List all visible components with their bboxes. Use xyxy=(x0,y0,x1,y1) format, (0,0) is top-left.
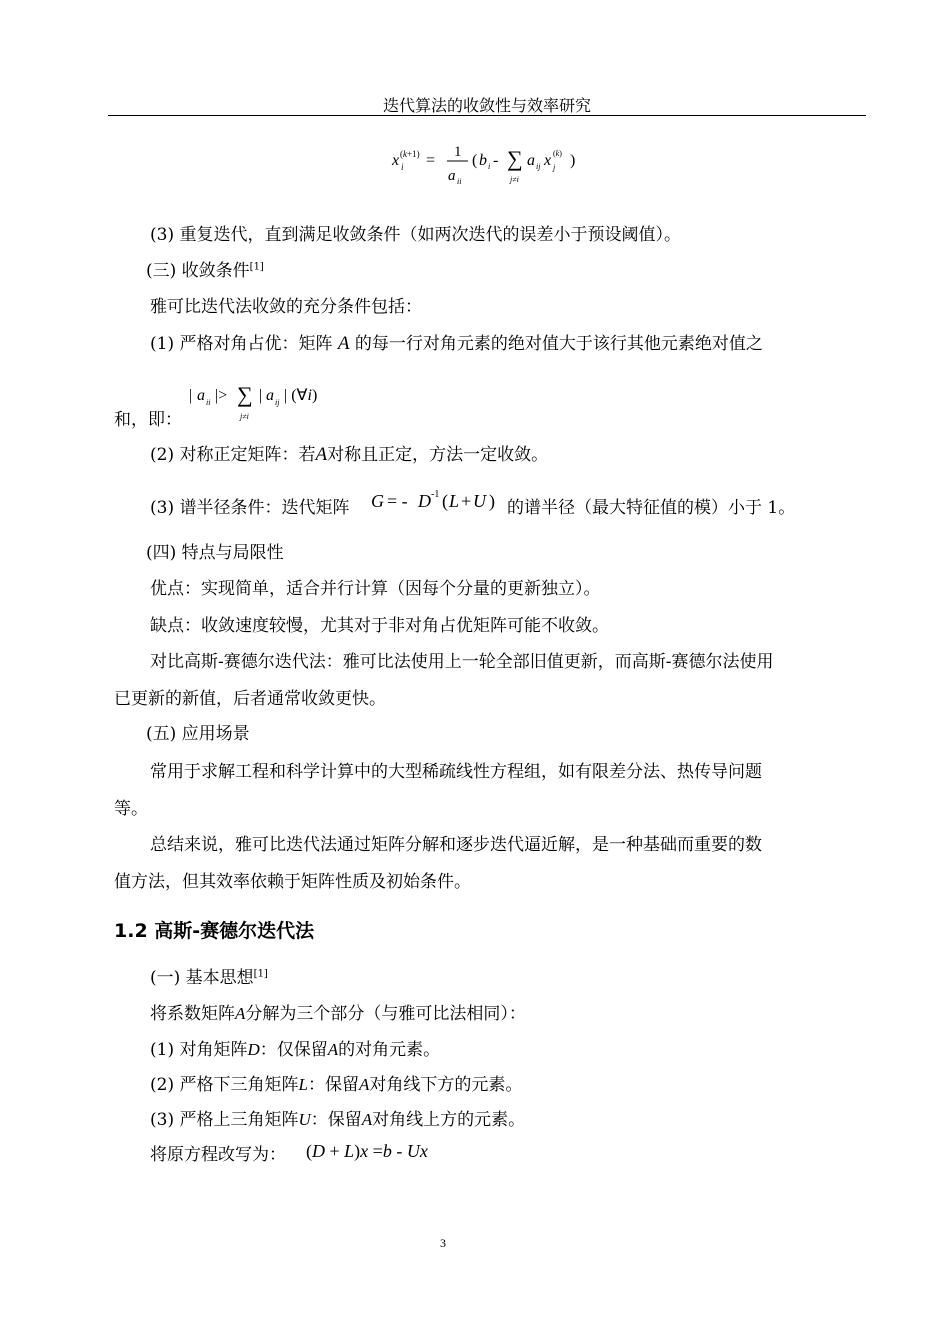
svg-text:ii: ii xyxy=(457,177,462,186)
svg-text:a: a xyxy=(197,387,205,404)
svg-text:D: D xyxy=(418,491,431,511)
svg-text:): ) xyxy=(489,491,495,511)
matrix-var-a: A xyxy=(235,1004,246,1023)
header-rule xyxy=(108,115,866,116)
condition-1-text: 的每一行对角元素的绝对值大于该行其他元素绝对值之 xyxy=(354,334,763,354)
svg-text:j: j xyxy=(553,163,556,172)
svg-text:G: G xyxy=(371,491,384,511)
applications-line-2: 等。 xyxy=(114,799,148,819)
item-2-text-a: ：保留 xyxy=(307,1075,359,1095)
svg-text:=: = xyxy=(426,152,436,169)
svg-text:ij: ij xyxy=(275,398,280,407)
iteration-matrix-formula xyxy=(369,486,507,518)
features-heading: (四) 特点与局限性 xyxy=(146,543,284,563)
condition-1-label: (1) 严格对角占优：矩阵 xyxy=(150,334,333,354)
item-1-label: (1) 对角矩阵 xyxy=(150,1040,248,1060)
decomposition-text-a: 将系数矩阵 xyxy=(150,1004,235,1024)
matrix-var-a: A xyxy=(327,1040,339,1059)
svg-text:= -: = - xyxy=(387,491,408,511)
matrix-var-d: D xyxy=(247,1040,260,1059)
diagonal-dominance-formula xyxy=(185,378,345,426)
citation: [1] xyxy=(249,261,264,273)
rewrite-intro: 将原方程改写为： xyxy=(150,1145,286,1165)
svg-text:+: + xyxy=(461,491,472,511)
basic-idea-heading xyxy=(150,966,268,990)
rewrite-equation xyxy=(304,1136,454,1166)
decomposition-item-2 xyxy=(150,1073,522,1097)
svg-text:∑: ∑ xyxy=(507,146,523,171)
basic-idea-heading-text: (一) 基本思想 xyxy=(150,968,254,988)
item-3-label: (3) 严格上三角矩阵 xyxy=(150,1110,299,1130)
matrix-var-a: A xyxy=(358,1075,370,1094)
svg-text:1: 1 xyxy=(454,144,462,160)
page-number: 3 xyxy=(440,1236,446,1250)
item-1-text-a: ：仅保留 xyxy=(259,1040,328,1060)
svg-text:U: U xyxy=(473,491,486,511)
convergence-heading-text: (三) 收敛条件 xyxy=(146,261,250,281)
svg-text:i: i xyxy=(401,162,404,172)
svg-text:(: ( xyxy=(442,491,448,511)
svg-text:(D + L)x =b - Ux: (D + L)x =b - Ux xyxy=(306,1141,428,1161)
svg-text:ii: ii xyxy=(206,398,211,407)
cons-paragraph: 缺点：收敛速度较慢，尤其对于非对角占优矩阵可能不收敛。 xyxy=(150,616,609,636)
condition-3-label: (3) 谱半径条件：迭代矩阵 xyxy=(150,498,350,518)
svg-text:ij: ij xyxy=(536,162,541,171)
matrix-var-a: A xyxy=(337,333,350,354)
svg-text:|: | xyxy=(259,387,263,404)
applications-line-1: 常用于求解工程和科学计算中的大型稀疏线性方程组，如有限差分法、热传导问题 xyxy=(150,762,762,782)
condition-2-label: (2) 对称正定矩阵：若 xyxy=(150,445,316,465)
item-2-label: (2) 严格下三角矩阵 xyxy=(150,1075,299,1095)
condition-1-line-2: 和，即： xyxy=(114,410,182,430)
svg-text:| (∀i): | (∀i) xyxy=(284,387,318,404)
matrix-var-a: A xyxy=(361,1110,373,1129)
svg-text:i: i xyxy=(488,162,491,171)
item-3-text-b: 对角线上方的元素。 xyxy=(372,1110,526,1130)
decomposition-text-b: 分解为三个部分（与雅可比法相同）： xyxy=(245,1004,526,1024)
svg-text:(: ( xyxy=(472,152,478,169)
applications-heading: (五) 应用场景 xyxy=(146,724,250,744)
pros-paragraph: 优点：实现简单，适合并行计算（因每个分量的更新独立）。 xyxy=(150,579,601,599)
svg-text:a: a xyxy=(527,152,535,169)
section-title: 1.2 高斯-赛德尔迭代法 xyxy=(114,920,315,942)
decomposition-intro xyxy=(150,1002,526,1026)
svg-text:b: b xyxy=(479,152,487,169)
condition-1-line-1 xyxy=(150,332,763,356)
item-3-text-a: ：保留 xyxy=(310,1110,362,1130)
compare-line-1: 对比高斯-赛德尔迭代法：雅可比法使用上一轮全部旧值更新，而高斯-赛德尔法使用 xyxy=(150,652,774,672)
svg-text:(k+1): (k+1) xyxy=(400,149,420,159)
matrix-var-u: U xyxy=(298,1110,311,1129)
svg-text:x: x xyxy=(392,152,400,169)
decomposition-item-3 xyxy=(150,1108,525,1132)
condition-3-text: 的谱半径（最大特征值的模）小于 1。 xyxy=(507,498,796,518)
compare-line-2: 已更新的新值，后者通常收敛更快。 xyxy=(114,689,386,709)
decomposition-item-1 xyxy=(150,1038,440,1062)
svg-text:∑: ∑ xyxy=(237,382,253,407)
svg-text:): ) xyxy=(570,152,576,169)
summary-line-2: 值方法，但其效率依赖于矩阵性质及初始条件。 xyxy=(114,872,471,892)
item-1-text-b: 的对角元素。 xyxy=(338,1040,441,1060)
svg-text:j≠i: j≠i xyxy=(240,412,249,421)
running-header: 迭代算法的收敛性与效率研究 xyxy=(382,96,591,115)
svg-text:x: x xyxy=(544,152,552,169)
matrix-var-l: L xyxy=(298,1075,308,1094)
svg-text:|>: |> xyxy=(215,387,228,404)
jacobi-step-3: (3) 重复迭代，直到满足收敛条件（如两次迭代的误差小于预设阈值）。 xyxy=(150,225,681,245)
jacobi-update-formula xyxy=(380,140,600,190)
svg-text:|: | xyxy=(189,387,193,404)
svg-text:a: a xyxy=(266,387,274,404)
matrix-var-a: A xyxy=(315,444,328,465)
svg-text:-1: -1 xyxy=(431,489,440,500)
convergence-heading xyxy=(146,259,264,283)
condition-2 xyxy=(150,443,548,467)
svg-text:j≠i: j≠i xyxy=(510,175,519,184)
svg-text:a: a xyxy=(448,168,456,184)
svg-text:(k): (k) xyxy=(553,149,562,158)
svg-text:-: - xyxy=(493,152,499,169)
condition-2-text: 对称且正定，方法一定收敛。 xyxy=(327,445,549,465)
summary-line-1: 总结来说，雅可比迭代法通过矩阵分解和逐步迭代逼近解，是一种基础而重要的数 xyxy=(150,835,762,855)
convergence-intro: 雅可比迭代法收敛的充分条件包括： xyxy=(150,297,422,317)
item-2-text-b: 对角线下方的元素。 xyxy=(369,1075,523,1095)
svg-text:L: L xyxy=(449,491,460,511)
citation: [1] xyxy=(253,968,268,980)
